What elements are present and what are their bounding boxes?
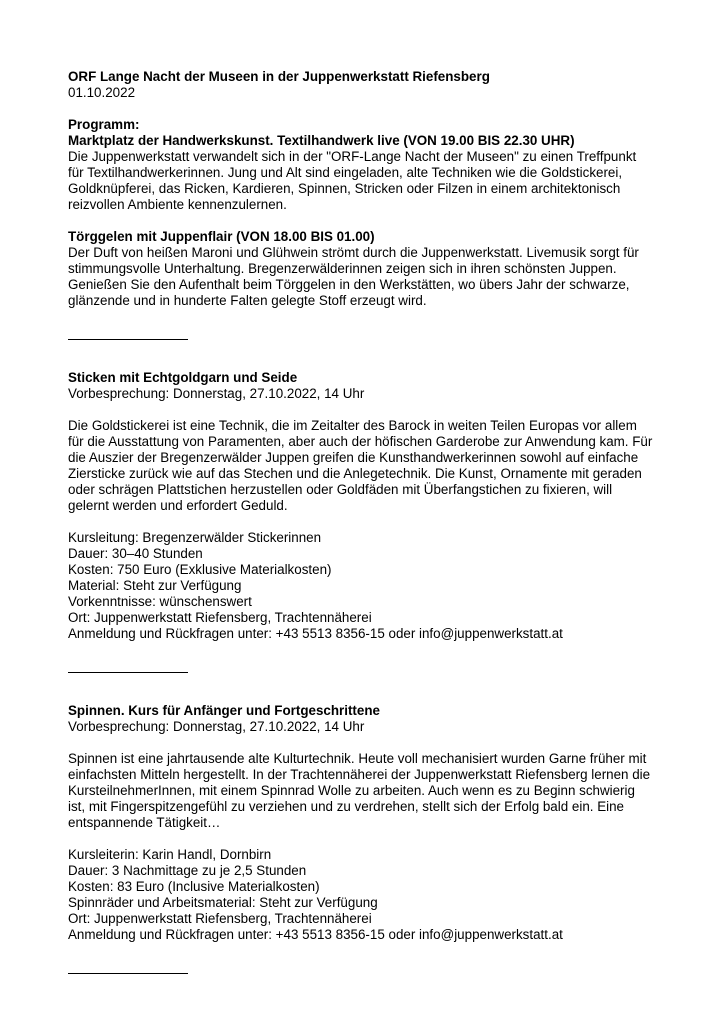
section-divider bbox=[68, 973, 188, 974]
course-description-line: oder schrägen Plattstichen herzustellen oder Goldfäden mit Überfangstichen zu fixieren, will bbox=[68, 482, 613, 497]
course-meeting: Vorbesprechung: Donnerstag, 27.10.2022, 14 Uhr bbox=[68, 719, 365, 734]
program-item-heading: Marktplatz der Handwerkskunst. Textilhandwerk live (VON 19.00 BIS 22.30 UHR) bbox=[68, 133, 575, 148]
course-description-line: entspannende Tätigkeit… bbox=[68, 815, 221, 830]
course-description-line: Spinnen ist eine jahrtausende alte Kulturtechnik. Heute voll mechanisiert wurden Garne früher mit bbox=[68, 751, 647, 766]
course-meeting: Vorbesprechung: Donnerstag, 27.10.2022, 14 Uhr bbox=[68, 386, 365, 401]
course-detail: Kosten: 750 Euro (Exklusive Materialkosten) bbox=[68, 562, 332, 577]
course-description-line: ist, mit Fingerspitzengefühl zu verziehen und zu verdrehen, stellt sich der Erfolg bald ein. Eine bbox=[68, 799, 625, 814]
program-item-line: Goldknüpferei, das Ricken, Kardieren, Spinnen, Stricken oder Filzen in einem architektonisch bbox=[68, 181, 621, 196]
program-item-line: stimmungsvolle Unterhaltung. Bregenzerwälderinnen zeigen sich in ihren schönsten Juppen. bbox=[68, 261, 617, 276]
program-label: Programm: bbox=[68, 117, 140, 132]
course-detail: Anmeldung und Rückfragen unter: +43 5513 8356-15 oder info@juppenwerkstatt.at bbox=[68, 626, 563, 641]
course-description-line: gelernt werden und erfordert Geduld. bbox=[68, 498, 288, 513]
course-detail: Kosten: 83 Euro (Inclusive Materialkosten) bbox=[68, 879, 320, 894]
course-detail: Dauer: 30–40 Stunden bbox=[68, 546, 203, 561]
program-item-line: Genießen Sie den Aufenthalt beim Törggelen in den Werkstätten, wo übers Jahr der schwarze, bbox=[68, 277, 630, 292]
course-detail: Material: Steht zur Verfügung bbox=[68, 578, 242, 593]
course-detail: Spinnräder und Arbeitsmaterial: Steht zur Verfügung bbox=[68, 895, 378, 910]
course-description-line: Die Goldstickerei ist eine Technik, die im Zeitalter des Barock in weiten Teilen Europas vor allem bbox=[68, 418, 637, 433]
course-description-line: einfachsten Mitteln hergestellt. In der Trachtennäherei der Juppenwerkstatt Riefensberg lernen die bbox=[68, 767, 651, 782]
course-detail: Anmeldung und Rückfragen unter: +43 5513 8356-15 oder info@juppenwerkstatt.at bbox=[68, 927, 563, 942]
course-detail: Ort: Juppenwerkstatt Riefensberg, Trachtennäherei bbox=[68, 610, 372, 625]
course-detail: Dauer: 3 Nachmittage zu je 2,5 Stunden bbox=[68, 863, 307, 878]
course-detail: Kursleitung: Bregenzerwälder Stickerinnen bbox=[68, 530, 322, 545]
course-title: Sticken mit Echtgoldgarn und Seide bbox=[68, 370, 298, 385]
program-item-heading: Törggelen mit Juppenflair (VON 18.00 BIS 01.00) bbox=[68, 229, 375, 244]
program-item-line: für Textilhandwerkerinnen. Jung und Alt sind eingeladen, alte Techniken wie die Goldstickerei, bbox=[68, 165, 623, 180]
section-divider bbox=[68, 672, 188, 673]
program-item-line: reizvollen Ambiente kennenzulernen. bbox=[68, 197, 287, 212]
program-item-line: Der Duft von heißen Maroni und Glühwein strömt durch die Juppenwerkstatt. Livemusik sorgt für bbox=[68, 245, 639, 260]
course-description-line: KursteilnehmerInnen, mit einem Spinnrad Wolle zu arbeiten. Auch wenn es zu Beginn schwierig bbox=[68, 783, 635, 798]
document-title: ORF Lange Nacht der Museen in der Juppenwerkstatt Riefensberg bbox=[68, 69, 490, 84]
course-detail: Ort: Juppenwerkstatt Riefensberg, Trachtennäherei bbox=[68, 911, 372, 926]
course-description-line: die Auszier der Bregenzerwälder Juppen greifen die Kunsthandwerkerinnen sowohl auf einfache bbox=[68, 450, 639, 465]
course-description-line: für die Ausstattung von Paramenten, aber auch der höfischen Garderobe zur Anwendung kam. Für bbox=[68, 434, 653, 449]
course-title: Spinnen. Kurs für Anfänger und Fortgeschrittene bbox=[68, 703, 380, 718]
program-item-line: glänzende und in hunderte Falten gelegte Stoff erzeugt wird. bbox=[68, 293, 427, 308]
section-divider bbox=[68, 339, 188, 340]
document-date: 01.10.2022 bbox=[68, 85, 136, 100]
course-description-line: Ziersticke zurück wie auf das Stechen und die Anlegetechnik. Die Kunst, Ornamente mit geraden bbox=[68, 466, 642, 481]
program-item-line: Die Juppenwerkstatt verwandelt sich in der "ORF-Lange Nacht der Museen" zu einen Treffpunkt bbox=[68, 149, 637, 164]
course-detail: Vorkenntnisse: wünschenswert bbox=[68, 594, 252, 609]
course-detail: Kursleiterin: Karin Handl, Dornbirn bbox=[68, 847, 272, 862]
